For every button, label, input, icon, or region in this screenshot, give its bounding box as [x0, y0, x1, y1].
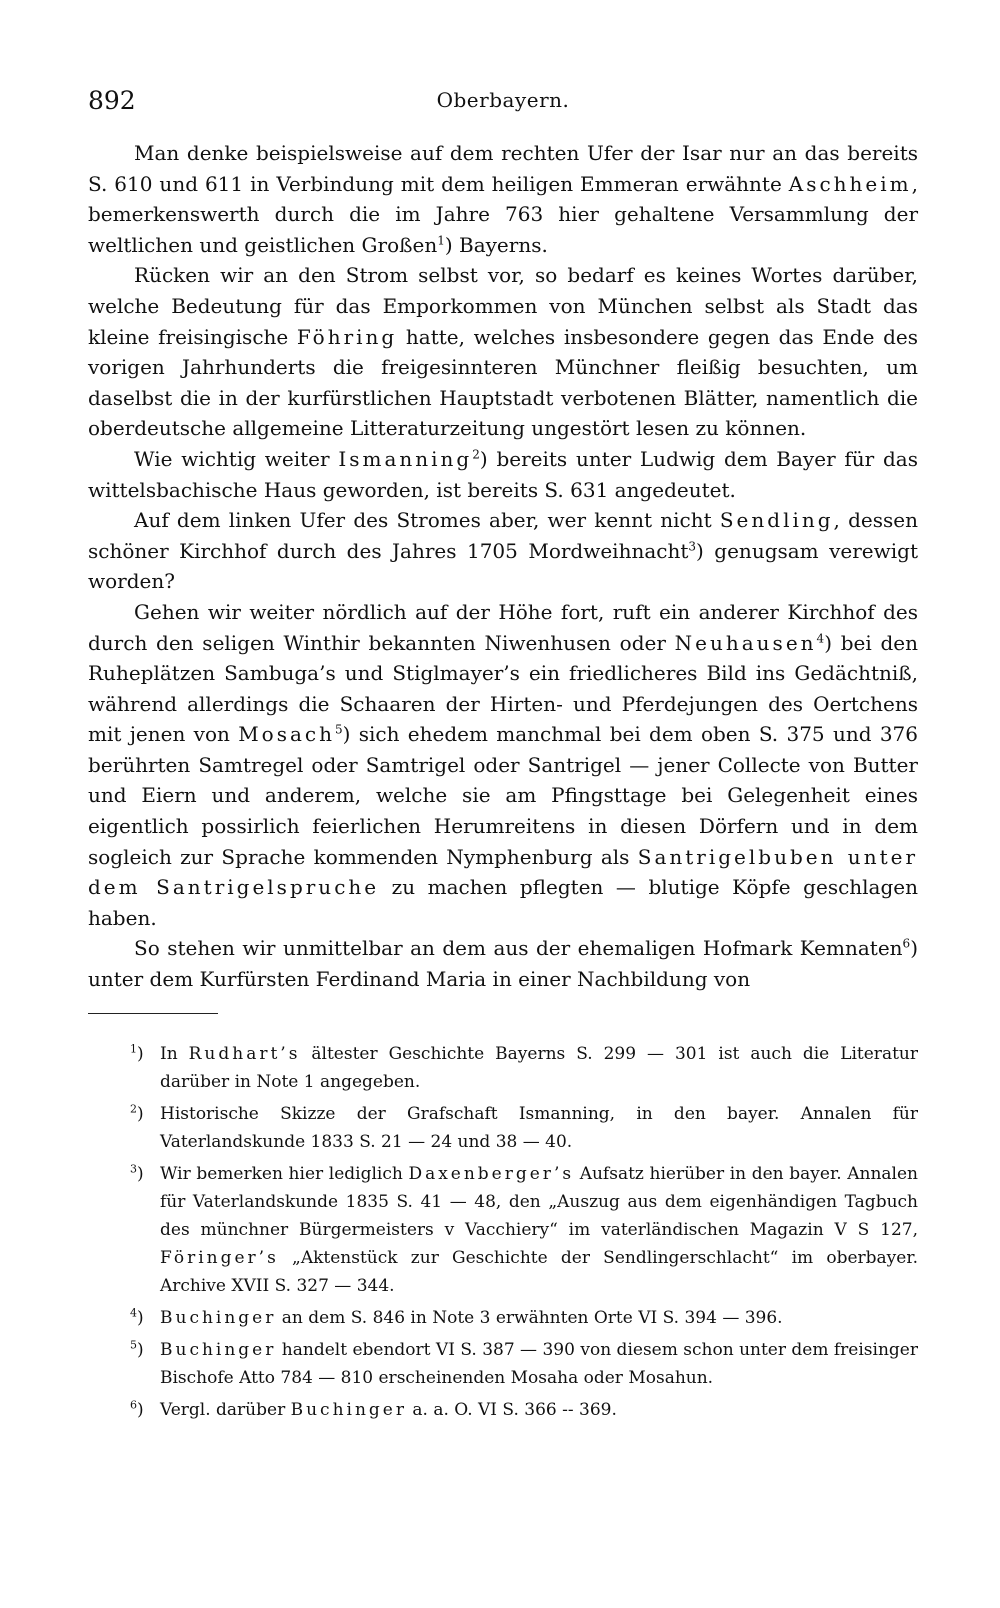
- text-run: ) genugsam verewigt worden?: [88, 538, 918, 594]
- emphasized-name: Buchinger: [160, 1308, 277, 1328]
- text-run: Rücken wir an den Strom selbst vor, so bedarf es keines Wortes darüber, welche Bedeutung für das Emporkommen von München selbst als Stadt das kleine freisingische: [88, 263, 918, 349]
- text-run: Gehen wir weiter nördlich auf der Höhe fort, ruft ein anderer Kirchhof des durch den seligen Winthir bekannten Niwenhusen oder: [88, 599, 918, 655]
- page-number: 892: [88, 86, 136, 115]
- text-run: handelt ebendort VI S. 387 — 390 von diesem schon unter dem freisinger Bischofe Atto 784 — 810 erscheinenden Mosaha oder Mosahun.: [160, 1340, 918, 1388]
- emphasized-name: Sendling: [719, 508, 834, 533]
- text-run: Aufsatz hierüber in den bayer. Annalen für Vaterlandskunde 1835 S. 41 — 48, den „Auszug aus dem eigenhändigen Tagbuch des münchner Bürgermeisters v Vacchiery“ im vaterländischen Magazin V S 127,: [160, 1164, 918, 1240]
- emphasized-name: Neuhausen: [674, 630, 817, 655]
- paragraph: [88, 444, 918, 505]
- text-run: an dem S. 846 in Note 3 erwähnten Orte VI S. 394 — 396.: [276, 1308, 783, 1328]
- footnote-number: 4: [130, 1306, 137, 1320]
- paragraph: [88, 260, 918, 444]
- footnote-marker: $^2$): [130, 1102, 144, 1124]
- footnote-reference[interactable]: 5: [334, 722, 343, 737]
- footnote-reference[interactable]: 3: [688, 539, 697, 554]
- paragraph: [88, 597, 918, 934]
- text-run: ältester Geschichte Bayerns S. 299 — 301 ist auch die Literatur darüber in Note 1 angegeben.: [160, 1044, 918, 1092]
- footnote-number: 3: [130, 1162, 137, 1176]
- emphasized-name: Santrigelbuben unter dem Santrigelspruche: [88, 844, 919, 900]
- footnote-marker: $^4$): [130, 1306, 144, 1328]
- footnote: [130, 1100, 918, 1156]
- footnote-number: 2: [130, 1102, 137, 1116]
- text-run: Man denke beispielsweise auf dem rechten Ufer der Isar nur an das bereits S. 610 und 611 in Verbindung mit dem heiligen Emmeran erwähnte: [88, 141, 918, 196]
- text-run: hatte, welches insbesondere gegen das Ende des vorigen Jahrhunderts die freigesinnteren Münchner fleißig besuchten, um daselbst die in der kurfürstlichen Hauptstadt verbotenen Blätter, namentlich die oberdeutsche allgemeine Litteraturzeitung ungestört lesen zu können.: [88, 324, 918, 441]
- page-header: [88, 86, 918, 120]
- text-run: ) Bayerns.: [444, 232, 548, 257]
- footnote-text: [160, 1308, 783, 1328]
- footnote-marker: $^1$): [130, 1042, 144, 1064]
- text-run: ) bei den Ruheplätzen Sambuga’s und Stiglmayer’s ein friedlicheres Bild ins Gedächtniß, während allerdings die Schaaren der Hirten- und Pferdejungen des Oertchens mit jenen von: [88, 630, 919, 747]
- text-run: So stehen wir unmittelbar an dem aus der ehemaligen Hofmark Kemnaten: [134, 936, 903, 961]
- text-run: , bemerkenswerth durch die im Jahre 763 hier gehaltene Versammlung der weltlichen und geistlichen Großen: [88, 171, 918, 257]
- footnote-text: [160, 1340, 918, 1388]
- paragraph: [88, 505, 918, 597]
- footnote-reference[interactable]: 1: [437, 233, 445, 248]
- footnote: [130, 1040, 918, 1096]
- footnote-reference[interactable]: 4: [816, 630, 825, 645]
- text-run: , dessen schöner Kirchhof durch des Jahres 1705 Mordweihnacht: [88, 508, 918, 563]
- text-run: a. a. O. VI S. 366 -- 369.: [406, 1400, 617, 1420]
- text-run: In: [160, 1044, 189, 1064]
- footnotes: [130, 1040, 918, 1428]
- text-run: Wie wichtig weiter: [134, 446, 339, 471]
- footnote: [130, 1160, 918, 1300]
- footnote-text: [160, 1044, 918, 1092]
- emphasized-name: Aschheim: [788, 171, 912, 196]
- text-run: Historische Skizze der Grafschaft Ismanning, in den bayer. Annalen für Vaterlandskunde 1833 S. 21 — 24 und 38 — 40.: [160, 1104, 918, 1152]
- footnote: [130, 1396, 918, 1424]
- paragraph: [88, 933, 918, 994]
- footnote-marker: $^3$): [130, 1162, 144, 1184]
- footnote-reference[interactable]: 2: [472, 447, 480, 462]
- text-run: Vergl. darüber: [160, 1400, 291, 1420]
- emphasized-name: Buchinger: [160, 1340, 277, 1360]
- footnote-marker: $^5$): [130, 1338, 144, 1360]
- text-run: ) bereits unter Ludwig dem Bayer für das wittelsbachische Haus geworden, ist bereits S. 631 angedeutet.: [88, 446, 918, 502]
- footnote-divider: [88, 1013, 218, 1014]
- emphasized-name: Föringer’s: [160, 1248, 279, 1268]
- emphasized-name: Föhring: [296, 324, 398, 349]
- text-run: ) sich ehedem manchmal bei dem oben S. 375 und 376 berührten Samtregel oder Samtrigel oder Santrigel — jener Collecte von Butter und Eiern und anderem, welche sie am Pfingsttage bei Gelegenheit eines eigentlich possirlich feierlichen Herumreitens in diesen Dörfern und in dem sogleich zur Sprache kommenden Nymphenburg als: [88, 722, 919, 869]
- text-run: „Aktenstück zur Geschichte der Sendlingerschlacht“ im oberbayer. Archive XVII S. 327 — 344.: [160, 1248, 918, 1296]
- footnote: [130, 1336, 918, 1392]
- footnote-marker: $^6$): [130, 1398, 144, 1420]
- paragraph: [88, 138, 918, 260]
- footnote: [130, 1304, 918, 1332]
- footnote-text: [160, 1164, 918, 1296]
- footnote-text: [160, 1400, 617, 1420]
- emphasized-name: Mosach: [238, 722, 335, 747]
- footnote-number: 5: [130, 1338, 137, 1352]
- text-run: Auf dem linken Ufer des Stromes aber, wer kennt nicht: [134, 508, 720, 533]
- footnote-reference[interactable]: 6: [902, 936, 911, 951]
- body-text: [88, 138, 918, 995]
- emphasized-name: Rudhart’s: [188, 1044, 301, 1064]
- footnote-text: [160, 1104, 918, 1152]
- emphasized-name: Daxenberger’s: [408, 1164, 575, 1184]
- emphasized-name: Buchinger: [290, 1400, 407, 1420]
- running-head: Oberbayern.: [436, 88, 570, 112]
- footnote-number: 6: [130, 1398, 137, 1412]
- text-run: Wir bemerken hier lediglich: [160, 1164, 409, 1184]
- footnote-number: 1: [130, 1042, 137, 1056]
- text-run: ) unter dem Kurfürsten Ferdinand Maria in einer Nachbildung von: [88, 936, 918, 992]
- emphasized-name: Ismanning: [338, 446, 473, 471]
- text-run: zu machen pflegten — blutige Köpfe geschlagen haben.: [88, 875, 918, 930]
